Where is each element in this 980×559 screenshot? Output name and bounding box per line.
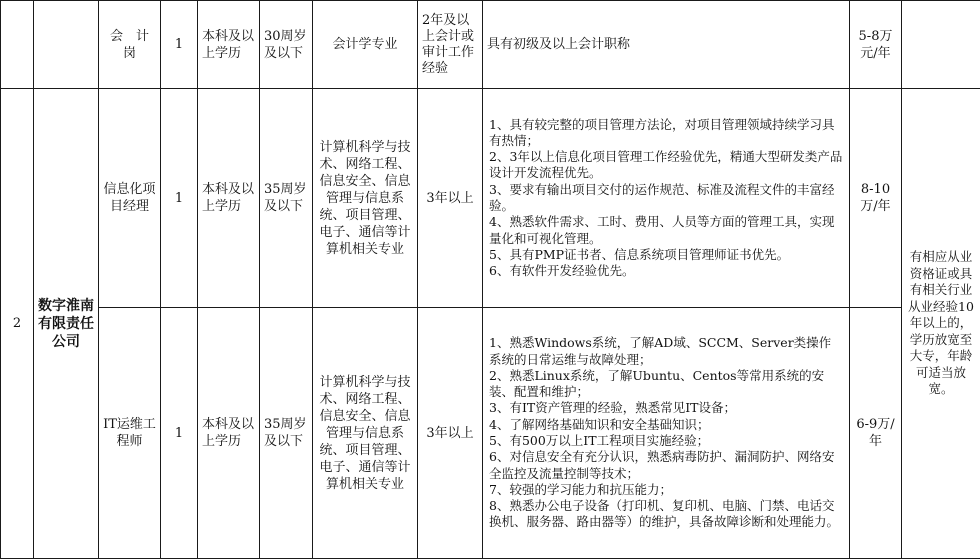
- note-cell: 有相应从业资格证或具有相关行业从业经验10年以上的，学历放宽至大专，年龄可适当放宽。: [902, 89, 980, 559]
- company-cell: 数字淮南有限责任公司: [34, 89, 99, 559]
- education-cell: 本科及以上学历: [198, 308, 260, 559]
- requirement-item: 2、3年以上信息化项目管理工作经验优先，精通大型研发类产品设计开发流程优先。: [489, 149, 843, 182]
- count-cell: 1: [161, 308, 198, 559]
- index-cell: 2: [1, 89, 34, 559]
- table-row: [1, 308, 980, 559]
- requirement-item: 8、熟悉办公电子设备（打印机、复印机、电脑、门禁、电话交换机、服务器、路由器等）的维护，具备故障诊断和处理能力。: [489, 498, 843, 531]
- requirements-cell: [483, 308, 850, 559]
- position-cell: 会 计 岗: [99, 1, 161, 89]
- requirements-cell: [483, 89, 850, 308]
- position-cell: IT运维工程师: [99, 308, 161, 559]
- requirement-item: 5、有500万以上IT工程项目实施经验；: [489, 433, 843, 449]
- age-cell: 35周岁及以下: [260, 89, 313, 308]
- major-cell: 计算机科学与技术、网络工程、信息安全、信息管理与信息系统、项目管理、电子、通信等计算机相关专业: [313, 89, 418, 308]
- requirement-item: 2、熟悉Linux系统，了解Ubuntu、Centos等常用系统的安装、配置和维护；: [489, 368, 843, 401]
- requirement-item: 7、较强的学习能力和抗压能力；: [489, 482, 843, 498]
- note-cell: [902, 1, 980, 89]
- education-cell: 本科及以上学历: [198, 1, 260, 89]
- age-cell: 30周岁及以下: [260, 1, 313, 89]
- salary-cell: 8-10万/年: [850, 89, 902, 308]
- salary-cell: 6-9万/年: [850, 308, 902, 559]
- requirement-item: 3、要求有输出项目交付的运作规范、标准及流程文件的丰富经验。: [489, 182, 843, 215]
- education-cell: 本科及以上学历: [198, 89, 260, 308]
- position-cell: 信息化项目经理: [99, 89, 161, 308]
- requirement-item: 6、对信息安全有充分认识，熟悉病毒防护、漏洞防护、网络安全监控及流量控制等技术；: [489, 449, 843, 482]
- requirement-item: 6、有软件开发经验优先。: [489, 263, 843, 279]
- experience-cell: 3年以上: [418, 308, 483, 559]
- requirement-item: 5、具有PMP证书者、信息系统项目管理师证书优先。: [489, 247, 843, 263]
- major-cell: 会计学专业: [313, 1, 418, 89]
- requirement-item: 4、熟悉软件需求、工时、费用、人员等方面的管理工具，实现量化和可视化管理。: [489, 214, 843, 247]
- company-cell: [34, 1, 99, 89]
- table-row: [1, 89, 980, 308]
- experience-cell: 2年及以上会计或审计工作经验: [418, 1, 483, 89]
- requirement-item: 1、具有较完整的项目管理方法论，对项目管理领域持续学习具有热情；: [489, 117, 843, 150]
- requirement-item: 4、了解网络基础知识和安全基础知识；: [489, 417, 843, 433]
- count-cell: 1: [161, 1, 198, 89]
- table-row: [1, 1, 980, 89]
- salary-cell: 5-8万元/年: [850, 1, 902, 89]
- requirements-cell: 具有初级及以上会计职称: [483, 1, 850, 89]
- requirement-item: 1、熟悉Windows系统，了解AD域、SCCM、Server类操作系统的日常运维与故障处理；: [489, 335, 843, 368]
- major-cell: 计算机科学与技术、网络工程、信息安全、信息管理与信息系统、项目管理、电子、通信等计算机相关专业: [313, 308, 418, 559]
- index-cell: [1, 1, 34, 89]
- requirement-item: 3、有IT资产管理的经验，熟悉常见IT设备；: [489, 400, 843, 416]
- experience-cell: 3年以上: [418, 89, 483, 308]
- count-cell: 1: [161, 89, 198, 308]
- age-cell: 35周岁及以下: [260, 308, 313, 559]
